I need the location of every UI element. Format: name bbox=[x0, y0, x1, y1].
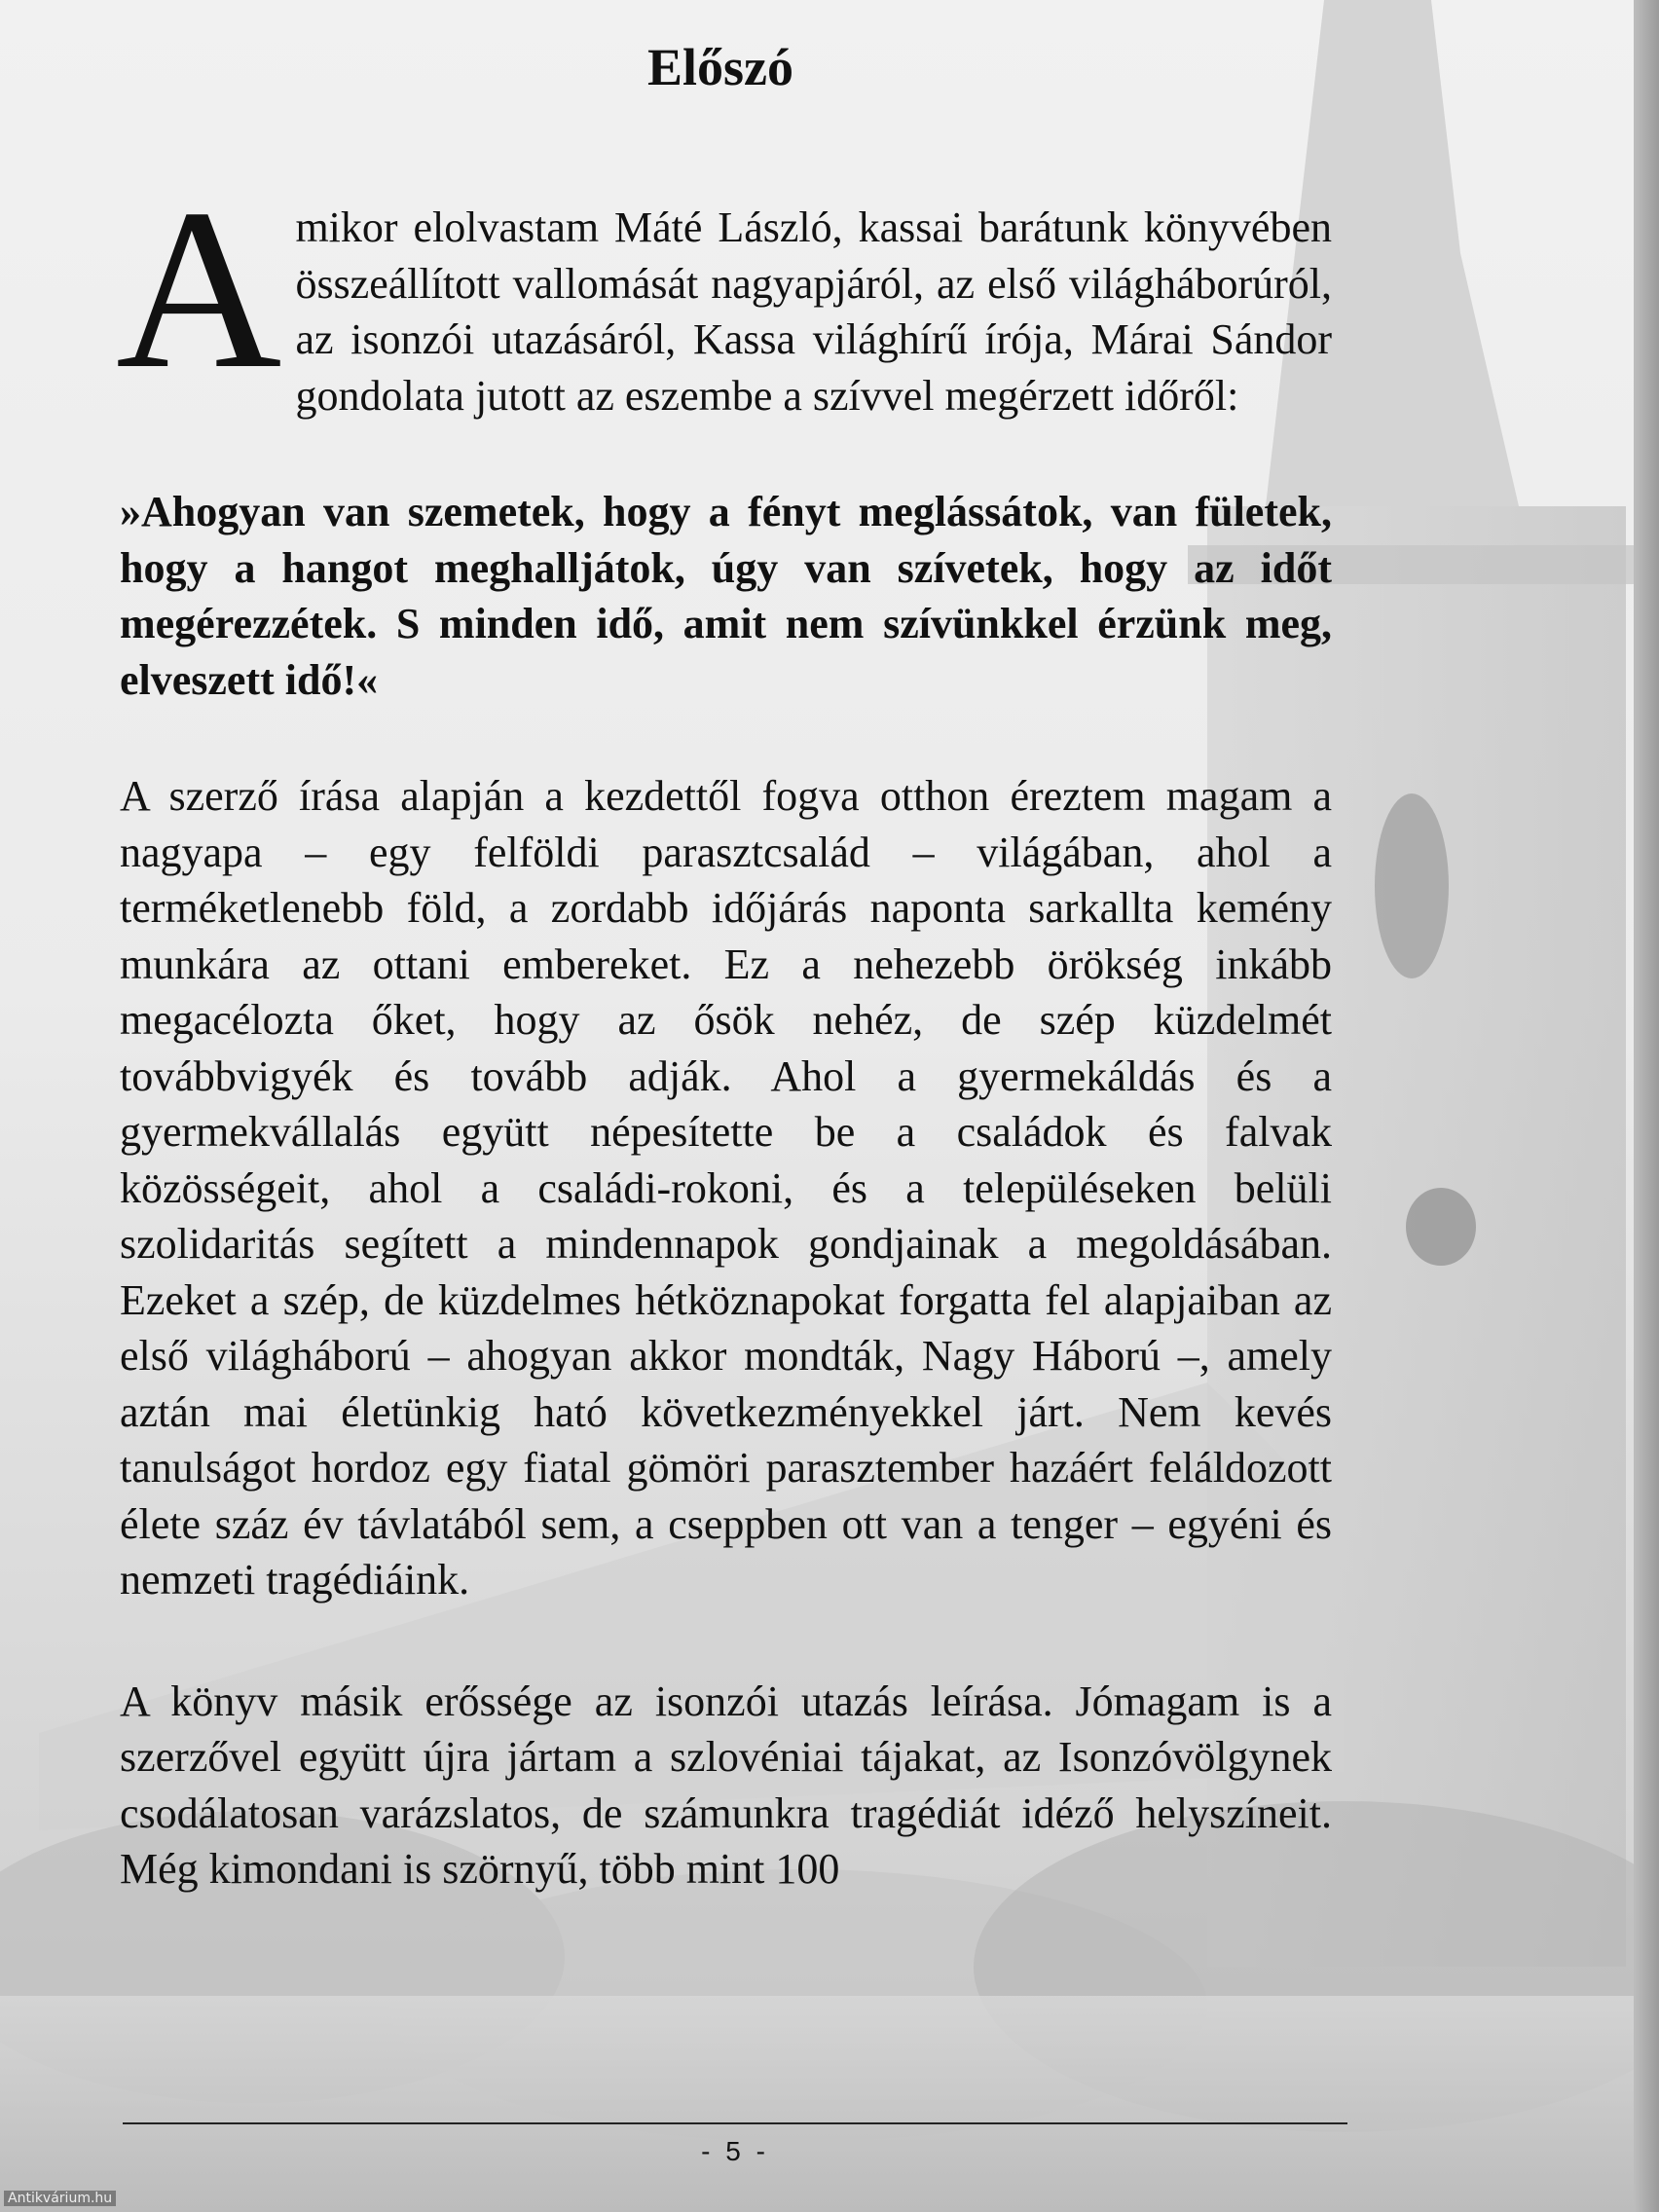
watermark-label: Antikvárium.hu bbox=[4, 2191, 116, 2206]
opening-paragraph-text: mikor elolvastam Máté László, kassai barátunk könyvében összeállított vallomását nagyapjáról, az első világháborúról, az isonzói utazásáról, Kassa világhírű írója, Márai Sándor gondolata jutott az eszembe a szívvel megérzett időről: bbox=[295, 203, 1332, 420]
paragraph-3: A könyv másik erőssége az isonzói utazás leírása. Jómagam is a szerzővel együtt újra jártam a szlovéniai tájakat, az Isonzóvölgynek csodálatosan varázslatos, de számunkra tragédiát idéző helyszíneit. Még kimondani is szörnyű, több mint 100 bbox=[120, 1677, 1332, 1893]
page-number: - 5 - bbox=[701, 2136, 769, 2166]
marai-quote: »Ahogyan van szemetek, hogy a fényt meglássátok, van fületek, hogy a hangot meghalljátok, úgy van szívetek, hogy az időt megérezzétek. S minden idő, amit nem szívünkkel érzünk meg, elveszett idő!« bbox=[120, 488, 1332, 704]
opening-paragraph bbox=[116, 163, 1332, 424]
paragraph-2: A szerző írása alapján a kezdettől fogva otthon éreztem magam a nagyapa – egy felföldi parasztcsalád – világában, ahol a terméketlenebb föld, a zordabb időjárás naponta sarkallta kemény munkára az ottani embereket. Ez a nehezebb örökség inkább megacélozta őket, hogy az ősök nehéz, de szép küzdelmét továbbvigyék és tovább adják. Ahol a gyermekáldás és a gyermekvállalás együtt népesítette be a családok és falvak közösségeit, ahol a családi-rokoni, és a településeken belüli szolidaritás segített a mindennapok gondjainak a megoldásában. Ezeket a szép, de küzdelmes hétköznapokat forgatta fel alapjaiban az első világháború – ahogyan akkor mondták, Nagy Háború –, amely aztán mai életünkig ható következményekkel járt. Nem kevés tanulságot hordoz egy fiatal gömöri parasztember hazáért feláldozott élete száz év távlatából sem, a cseppben ott van a tenger – egyéni és nemzeti tragédiáink. bbox=[120, 772, 1332, 1604]
drop-cap: A bbox=[116, 163, 282, 417]
page-edge-shadow bbox=[1634, 0, 1659, 2212]
footer-rule bbox=[123, 2122, 1347, 2124]
page-title: Előszó bbox=[646, 38, 793, 96]
text-body bbox=[116, 163, 1332, 1898]
